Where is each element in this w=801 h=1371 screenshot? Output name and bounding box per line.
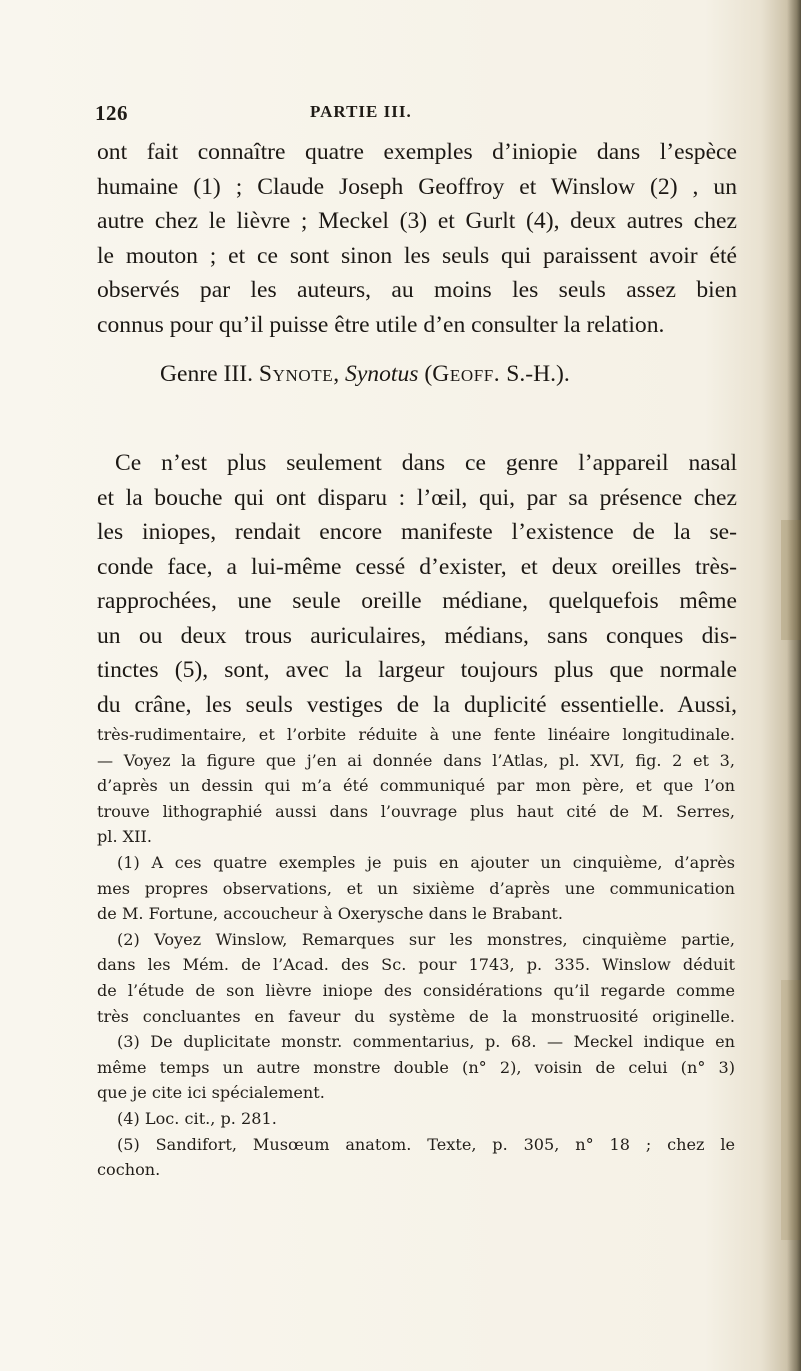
genre-separator: , (333, 361, 346, 387)
footnote-line: (5) Sandifort, Musœum anatom. Texte, p. 305, n° 18 ; chez le (117, 1134, 735, 1154)
footnote-line: — Voyez la figure que j’en ai donnée dans l’Atlas, pl. XVI, fig. 2 et 3, (97, 750, 735, 770)
text-line: du crâne, les seuls vestiges de la duplicité essentielle. Aussi, (97, 691, 737, 718)
genre-author: Geoff. (432, 361, 501, 387)
footnote-line: pl. XII. (97, 827, 152, 847)
text-line: connus pour qu’il puisse être utile d’en consulter la relation. (97, 311, 665, 338)
text-line: le mouton ; et ce sont sinon les seuls qui paraissent avoir été (97, 242, 737, 269)
text-line: Ce n’est plus seulement dans ce genre l’appareil nasal (115, 450, 737, 476)
footnote-line: cochon. (97, 1160, 161, 1180)
footnote-line: (1) A ces quatre exemples je puis en ajouter un cinquième, d’après (117, 852, 735, 872)
footnote-line: trouve lithographié aussi dans l’ouvrage plus haut cité de M. Serres, (97, 801, 735, 821)
text-line: conde face, a lui-même cessé d’exister, et deux oreilles très- (97, 553, 737, 580)
genre-latin-name: Synotus (345, 361, 419, 387)
text-line: tinctes (5), sont, avec la largeur toujours plus que normale (97, 657, 737, 683)
footnote-line: très-rudimentaire, et l’orbite réduite à une fente linéaire longitudinale. (97, 725, 735, 744)
text-line: les iniopes, rendait encore manifeste l’existence de la se- (97, 519, 737, 545)
genre-name: Synote (258, 361, 334, 387)
footnote-line: même temps un autre monstre double (n° 2), voisin de celui (n° 3) (97, 1057, 735, 1077)
genre-heading (160, 361, 570, 388)
running-head: PARTIE III. (310, 102, 412, 121)
footnote-line: mes propres observations, et un sixième d’après une communication (97, 878, 735, 898)
footnotes (97, 722, 735, 1183)
page-stain (781, 980, 801, 1240)
genre-paren-open: ( (418, 361, 433, 387)
text-line: ont fait connaître quatre exemples d’iniopie dans l’espèce (97, 139, 737, 165)
page-number: 126 (95, 101, 128, 125)
footnote-line: de l’étude de son lièvre iniope des considérations qu’il regarde comme (97, 980, 735, 1000)
page-header (95, 101, 735, 127)
genre-prefix: Genre III. (160, 361, 259, 387)
page-stain (781, 520, 801, 640)
text-line: et la bouche qui ont disparu : l’œil, qui, par sa présence chez (97, 484, 737, 511)
footnote-line: que je cite ici spécialement. (97, 1083, 325, 1103)
text-line: humaine (1) ; Claude Joseph Geoffroy et Winslow (2) , un (97, 173, 737, 200)
paragraph-2 (97, 446, 737, 722)
text-line: un ou deux trous auriculaires, médians, sans conques dis- (97, 622, 737, 649)
footnote-line: d’après un dessin qui m’a été communiqué par mon père, et que l’on (97, 776, 735, 796)
footnote-line: (4) Loc. cit., p. 281. (117, 1108, 277, 1128)
genre-paren-close: S.-H.). (500, 361, 570, 387)
footnote-line: très concluantes en faveur du système de la monstruosité originelle. (97, 1006, 735, 1026)
paragraph-1 (97, 135, 737, 342)
footnote-line: (2) Voyez Winslow, Remarques sur les monstres, cinquième partie, (117, 929, 735, 949)
text-line: observés par les auteurs, au moins les seuls assez bien (97, 277, 737, 303)
footnote-line: de M. Fortune, accoucheur à Oxerysche dans le Brabant. (97, 904, 563, 924)
footnote-line: (3) De duplicitate monstr. commentarius, p. 68. — Meckel indique en (117, 1032, 735, 1052)
text-line: autre chez le lièvre ; Meckel (3) et Gurlt (4), deux autres chez (97, 208, 737, 234)
text-line: rapprochées, une seule oreille médiane, quelquefois même (97, 588, 737, 614)
footnote-line: dans les Mém. de l’Acad. des Sc. pour 1743, p. 335. Winslow déduit (97, 955, 735, 975)
